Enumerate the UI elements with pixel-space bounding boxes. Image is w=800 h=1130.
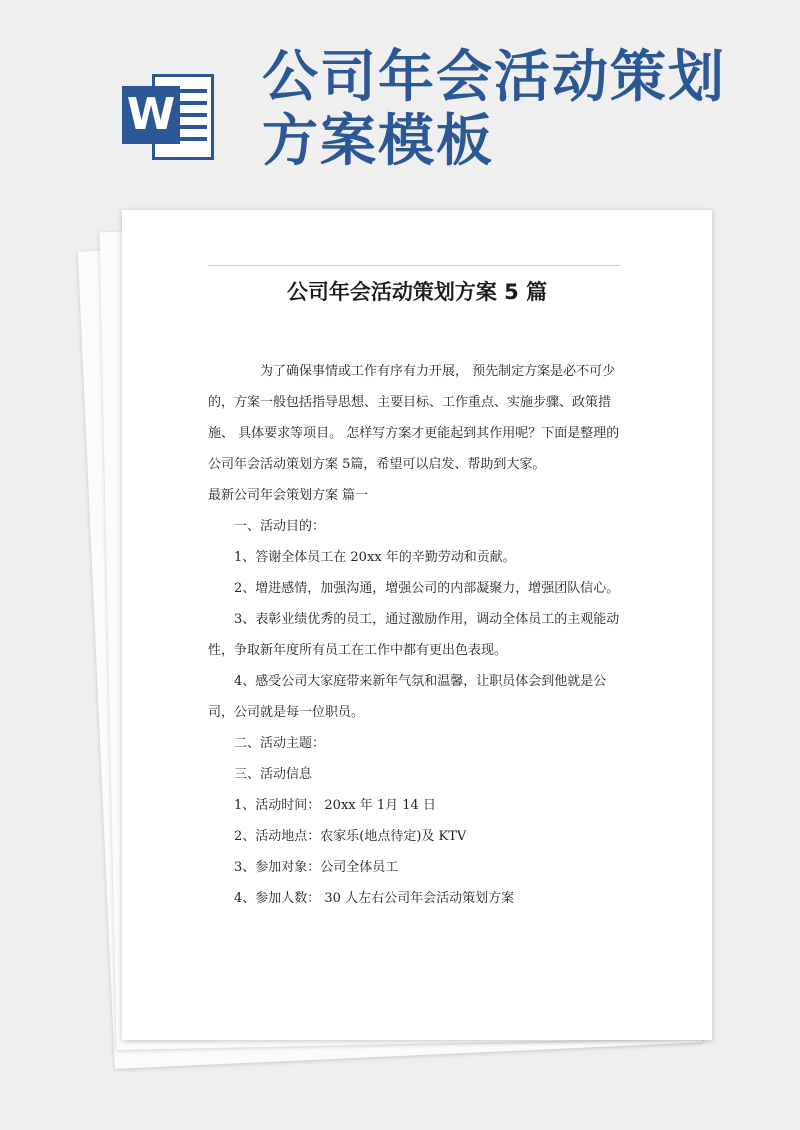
purpose-item: 4、感受公司大家庭带来新年气氛和温馨，让职员体会到他就是公司，公司就是每一位职员。 <box>208 674 607 720</box>
purpose-item: 3、表彰业绩优秀的员工，通过激励作用，调动全体员工的主观能动性，争取新年度所有员工在工作中都有更出色表现。 <box>208 612 620 658</box>
document-body <box>208 356 620 914</box>
purpose-heading: 一、活动目的： <box>234 519 326 534</box>
sheet-line <box>177 113 207 117</box>
word-badge: W <box>122 86 180 144</box>
sheet-line <box>177 125 207 129</box>
document-page <box>122 210 712 1040</box>
banner <box>0 0 800 210</box>
sheet-line <box>177 137 207 141</box>
banner-title: 公司年会活动策划方案模板 <box>262 45 726 174</box>
info-item: 2、活动地点：农家乐(地点待定)及 KTV <box>234 829 467 844</box>
purpose-item: 2、增进感情，加强沟通，增强公司的内部凝聚力，增强团队信心。 <box>234 581 620 596</box>
section-heading: 最新公司年会策划方案 篇一 <box>208 488 369 503</box>
info-item: 4、参加人数： 30 人左右公司年会活动策划方案 <box>234 891 515 906</box>
info-item: 1、活动时间： 20xx 年 1月 14 日 <box>234 798 436 813</box>
purpose-item: 1、答谢全体员工在 20xx 年的辛勤劳动和贡献。 <box>234 550 516 565</box>
sheet-line <box>177 101 207 105</box>
info-item: 3、参加对象：公司全体员工 <box>234 860 399 875</box>
info-heading: 三、活动信息 <box>234 767 313 782</box>
theme-heading: 二、活动主题： <box>234 736 326 751</box>
word-document-icon <box>122 70 218 164</box>
document-title: 公司年会活动策划方案 5 篇 <box>286 280 548 304</box>
sheet-line <box>177 89 207 93</box>
intro-paragraph: 为了确保事情或工作有序有力开展， 预先制定方案是必不可少的，方案一般包括指导思想、主要目标、工作重点、实施步骤、政策措施、 具体要求等项目。 怎样写方案才更能起到其作用呢？下面是整理的公司年会活动策划方案 5篇，希望可以启发、帮助到大家。 <box>208 364 620 472</box>
header-rule <box>208 265 620 266</box>
